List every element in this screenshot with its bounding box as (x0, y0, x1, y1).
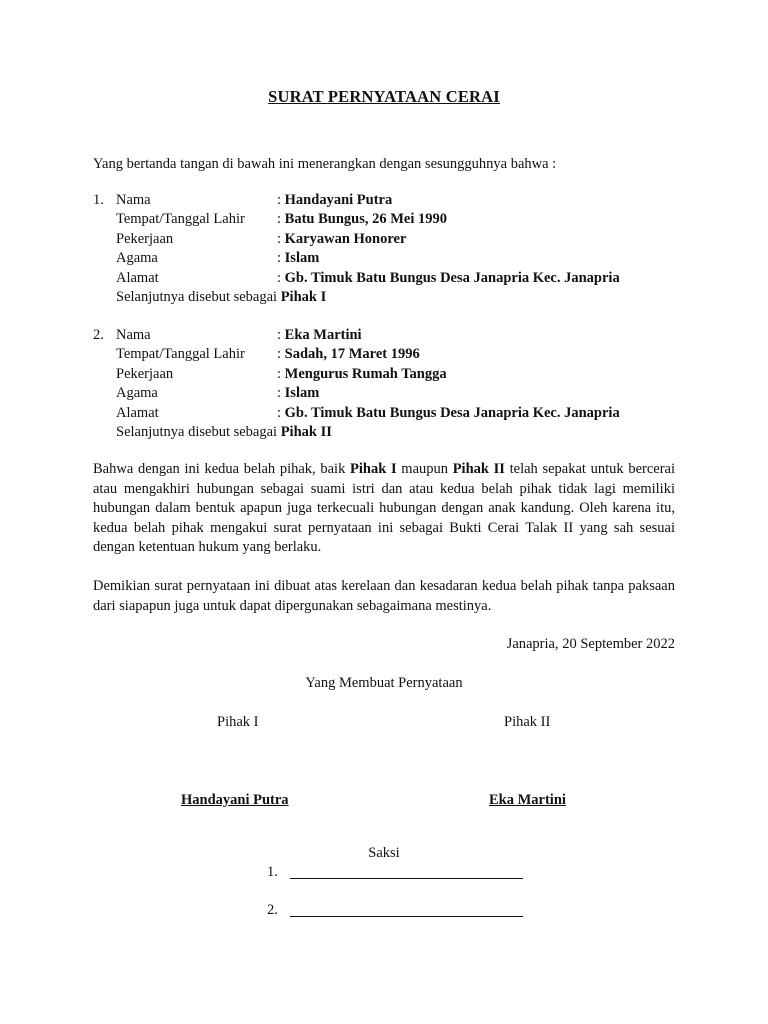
signature-name-right: Eka Martini (489, 792, 566, 808)
label-agama: Agama (116, 385, 158, 402)
party-1-pekerjaan: : Karyawan Honorer (277, 230, 407, 247)
party-2-disebut (116, 423, 332, 442)
party-2-alamat: : Gb. Timuk Batu Bungus Desa Janapria Kec. Janapria (277, 404, 620, 421)
party-2-nama-value: Eka Martini (284, 327, 362, 343)
document-title: SURAT PERNYATAAN CERAI (268, 87, 500, 106)
party-2-pekerjaan-value: Mengurus Rumah Tangga (284, 365, 447, 382)
party-2-disebut-value: Pihak II (280, 423, 332, 440)
party-1-block (93, 191, 693, 307)
label-alamat: Alamat (116, 404, 159, 421)
place-date: Janapria, 20 September 2022 (506, 636, 675, 652)
witness-number-2: 2. (267, 902, 278, 918)
party-1-alamat: : Gb. Timuk Batu Bungus Desa Janapria Kec. Janapria (277, 269, 620, 286)
maker-heading: Yang Membuat Pernyataan (305, 675, 463, 691)
party-2-nama: : Eka Martini (277, 327, 362, 343)
witness-row-2 (267, 902, 289, 919)
party-2-row-ttl (93, 345, 693, 364)
agreement-pre: Bahwa dengan ini kedua belah pihak, baik (93, 461, 346, 477)
label-ttl: Tempat/Tanggal Lahir (116, 211, 245, 228)
label-selanjutnya: Selanjutnya disebut sebagai (116, 288, 278, 305)
witness-number-1: 1. (267, 864, 278, 880)
party-2-alamat-value: Gb. Timuk Batu Bungus Desa Janapria Kec. Janapria (284, 404, 620, 421)
agreement-paragraph (93, 460, 675, 558)
label-pekerjaan: Pekerjaan (116, 365, 174, 382)
party-2-ttl: : Sadah, 17 Maret 1996 (277, 346, 420, 363)
label-selanjutnya: Selanjutnya disebut sebagai (116, 423, 278, 440)
party-1-ttl: : Batu Bungus, 26 Mei 1990 (277, 211, 448, 228)
party-1-agama-value: Islam (284, 250, 320, 267)
party-1-row-agama (93, 249, 693, 268)
signature-name-left: Handayani Putra (181, 792, 289, 808)
party-1-row-ttl (93, 210, 693, 229)
signature-label-right: Pihak II (504, 714, 551, 730)
party-2-ttl-value: Sadah, 17 Maret 1996 (284, 346, 420, 363)
witness-row-1 (267, 864, 289, 881)
witness-heading: Saksi (368, 845, 400, 861)
label-pekerjaan: Pekerjaan (116, 230, 174, 247)
label-ttl: Tempat/Tanggal Lahir (116, 346, 245, 363)
label-alamat: Alamat (116, 269, 159, 286)
party-1-disebut-value: Pihak I (280, 288, 327, 305)
party-1-nama: : Handayani Putra (277, 192, 393, 208)
party-1-row-pekerjaan (93, 230, 693, 249)
party-1-pekerjaan-value: Karyawan Honorer (284, 230, 407, 247)
party-2-agama: : Islam (277, 385, 320, 402)
party-2-row-agama (93, 384, 693, 403)
party-1-number: 1. (93, 192, 104, 208)
party-1-alamat-value: Gb. Timuk Batu Bungus Desa Janapria Kec. Janapria (284, 269, 620, 286)
party-1-row-nama (93, 191, 693, 210)
party-1-nama-value: Handayani Putra (284, 192, 393, 208)
party-2-pekerjaan: : Mengurus Rumah Tangga (277, 365, 447, 382)
party-2-agama-value: Islam (284, 385, 320, 402)
party-1-row-alamat (93, 269, 693, 288)
closing-paragraph: Demikian surat pernyataan ini dibuat atas kerelaan dan kesadaran kedua belah pihak tanpa paksaan dari siapapun juga untuk dapat dipergunakan sebagaimana mestinya. (93, 578, 675, 614)
party-2-row-alamat (93, 404, 693, 423)
label-agama: Agama (116, 250, 158, 267)
agreement-pihak-2: Pihak II (452, 461, 505, 477)
party-2-row-nama (93, 326, 693, 345)
party-1-row-disebut (93, 288, 693, 307)
party-1-disebut (116, 288, 326, 307)
agreement-post: telah sepakat untuk bercerai atau mengakhiri hubungan sebagai suami istri dan atau kedua belah pihak tidak lagi memiliki hubungan dalam bentuk apapun juga terkecuali hubungan dengan anak kandung. Oleh karena itu, kedua belah pihak mengakui surat pernyataan ini sebagai Bukti Cerai Talak II yang sah sesuai dengan ketentuan hukum yang berlaku. (93, 461, 676, 555)
agreement-mid: maupun (401, 461, 449, 477)
signature-label-left: Pihak I (217, 714, 259, 730)
party-2-block (93, 326, 693, 442)
label-nama: Nama (116, 327, 151, 343)
intro-text: Yang bertanda tangan di bawah ini menerangkan dengan sesungguhnya bahwa : (93, 156, 557, 172)
party-1-agama: : Islam (277, 250, 320, 267)
witness-signature-line-1 (290, 878, 523, 879)
party-2-row-pekerjaan (93, 365, 693, 384)
witness-signature-line-2 (290, 916, 523, 917)
label-nama: Nama (116, 192, 151, 208)
agreement-pihak-1: Pihak I (350, 461, 397, 477)
party-2-number: 2. (93, 327, 104, 343)
party-1-ttl-value: Batu Bungus, 26 Mei 1990 (284, 211, 448, 228)
party-2-row-disebut (93, 423, 693, 442)
